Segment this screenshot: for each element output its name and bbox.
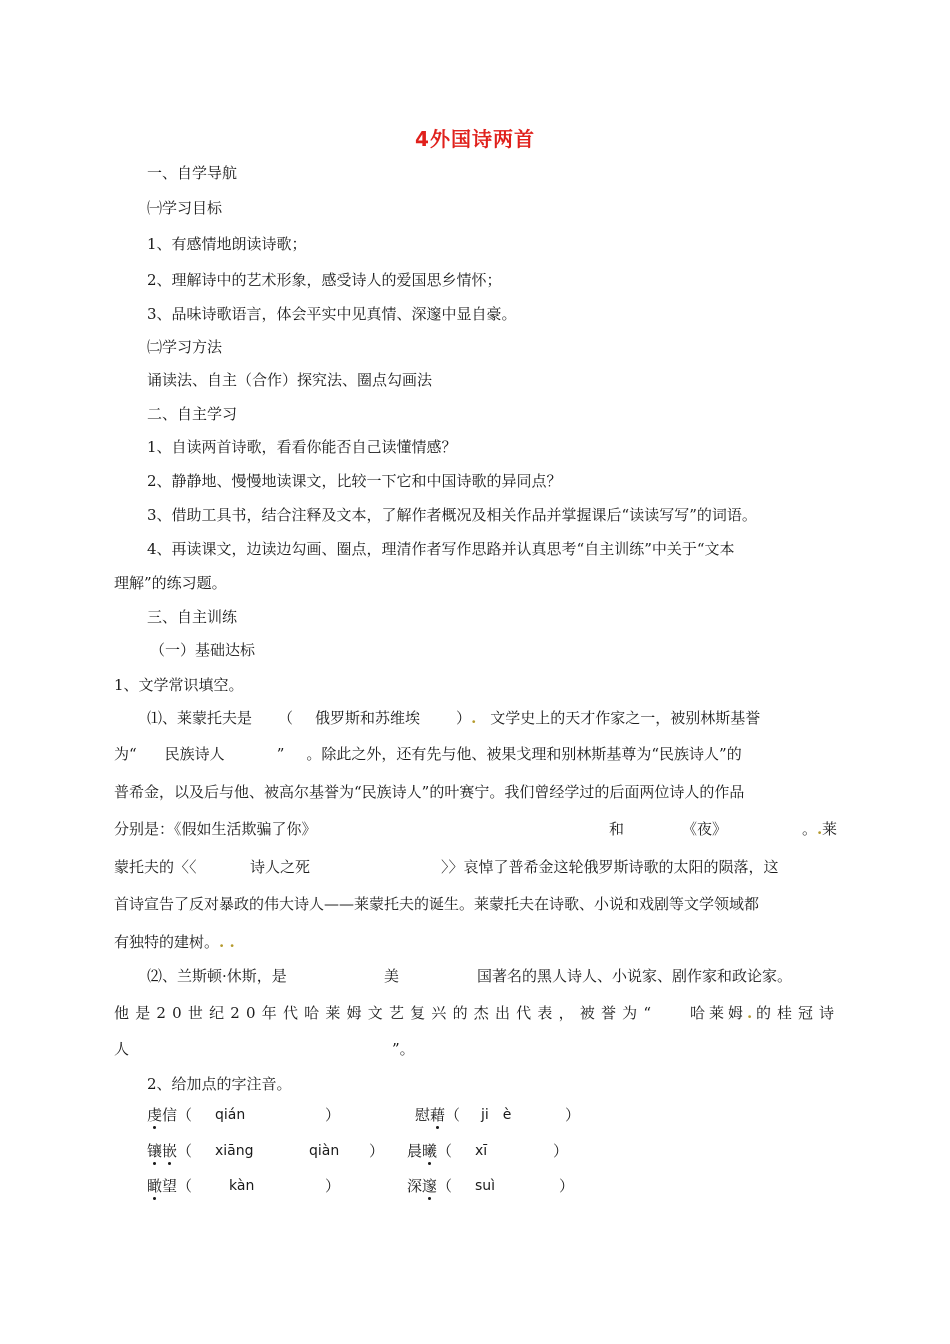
q1-p1-text-e3: 〉〉哀悼了普希金这轮俄罗斯诗歌的太阳的陨落，这 xyxy=(441,858,779,876)
goal-item-3: 3、品味诗歌语言，体会平实中见真情、深邃中显自豪。 xyxy=(147,305,517,323)
q1-p1-answer-title: 民族诗人 xyxy=(164,745,225,763)
section-heading-self-training: 三、自主训练 xyxy=(147,608,238,626)
q1-p1-text-cont: 文学史上的天才作家之一，被别林斯基誉 xyxy=(490,709,761,727)
word-char: 深 xyxy=(407,1177,423,1195)
dotted-char: 藉 xyxy=(430,1106,446,1124)
subheading-learning-methods: ㈡学习方法 xyxy=(147,338,223,356)
paren-close: ） xyxy=(369,1142,385,1160)
q1-p2-line-2 xyxy=(114,1003,841,1023)
q1-p1-text-e1: 蒙托夫的〈〈 xyxy=(114,858,197,876)
page-title: 4外国诗两首 xyxy=(415,127,535,151)
paren-open: （ xyxy=(437,1142,453,1160)
q1-p1-line-7 xyxy=(114,932,235,952)
task-item-2: 2、静静地、慢慢地读课文，比较一下它和中国诗歌的异同点？ xyxy=(147,472,562,490)
pinyin-row-1 xyxy=(147,1105,837,1125)
q1-p1-answer-poem-2: 《夜》 xyxy=(682,820,728,838)
q1-p1-mark-2: . xyxy=(817,820,823,838)
q1-p2-text-b4: 的桂冠诗 xyxy=(756,1004,841,1022)
task-item-4-line-1: 4、再读课文，边读边勾画、圈点，理清作者写作思路并认真思考“自主训练”中关于“文本 xyxy=(147,540,735,558)
pinyin-answer: ji è xyxy=(481,1107,512,1123)
q1-p1-bracket-open: （ xyxy=(278,709,294,727)
methods-text: 诵读法、自主（合作）探究法、圈点勾画法 xyxy=(147,371,433,389)
q1-p2-line-3 xyxy=(114,1039,836,1059)
paren-open: （ xyxy=(445,1106,461,1124)
dotted-char: 镶 xyxy=(147,1142,163,1160)
q1-p2-text-b: 他是20世纪20年代哈莱姆文艺复兴的杰出代表，被誉为“ xyxy=(114,1004,658,1022)
q1-p1-text-b: 。除此之外，还有先与他、被果戈理和别林斯基尊为“民族诗人”的 xyxy=(306,745,742,763)
q1-p1-line-6: 首诗宣告了反对暴政的伟大诗人——莱蒙托夫的诞生。莱蒙托夫在诗歌、小说和戏剧等文学领域都 xyxy=(114,895,760,913)
word-rest: 望（ xyxy=(162,1177,193,1195)
pinyin-answer: xiāng xyxy=(215,1143,254,1159)
dotted-char: 邃 xyxy=(422,1177,438,1195)
q1-p1-quote-open: 为“ xyxy=(114,745,137,763)
dotted-char: 嵌 xyxy=(162,1142,178,1160)
q1-p2-text-c1: 人 xyxy=(114,1040,130,1058)
question-2-heading: 2、给加点的字注音。 xyxy=(147,1075,292,1093)
word-char: 晨 xyxy=(407,1142,423,1160)
pinyin-answer: xī xyxy=(475,1143,488,1159)
paren-close: ） xyxy=(559,1177,575,1195)
word-char: 慰 xyxy=(415,1106,431,1124)
pinyin-row-3 xyxy=(147,1176,837,1196)
q1-p1-line-4 xyxy=(114,819,836,839)
pinyin-answer: suì xyxy=(475,1178,496,1194)
paren-open: （ xyxy=(177,1142,193,1160)
q1-p1-period: 。 xyxy=(802,820,818,838)
q1-p2-text-cont: 国著名的黑人诗人、小说家、剧作家和政论家。 xyxy=(477,967,793,985)
paren-close: ） xyxy=(565,1106,581,1124)
q1-p1-quote-close: ” xyxy=(276,745,285,763)
q1-p2-mark: . xyxy=(747,1004,753,1022)
q1-p2-text: ⑵、兰斯顿·休斯，是 xyxy=(147,967,287,985)
q1-p1-text-lai: 莱 xyxy=(822,820,838,838)
paren-close: ） xyxy=(325,1177,341,1195)
task-item-1: 1、自读两首诗歌，看看你能否自己读懂情感？ xyxy=(147,438,457,456)
paren-close: ） xyxy=(553,1142,569,1160)
pinyin-answer: kàn xyxy=(229,1178,255,1194)
q1-p2-quote-close: ”。 xyxy=(392,1040,415,1058)
goal-item-2: 2、理解诗中的艺术形象，感受诗人的爱国思乡情怀； xyxy=(147,271,502,289)
task-item-3: 3、借助工具书，结合注释及文本，了解作者概况及相关作品并掌握课后“读读写写”的词语。 xyxy=(147,506,757,524)
word-2 xyxy=(415,1105,460,1125)
subheading-learning-goals: ㈠学习目标 xyxy=(147,199,223,217)
subheading-basic-targets: （一）基础达标 xyxy=(150,641,256,659)
section-heading-self-study-guide: 一、自学导航 xyxy=(147,164,238,182)
q1-p1-line-5 xyxy=(114,857,836,877)
q1-p1-answer-poem-1: 分别是：《假如生活欺骗了你》 xyxy=(114,820,317,838)
q1-p2-answer-country: 美 xyxy=(384,967,400,985)
q1-p2-line-1 xyxy=(147,966,837,986)
question-1-heading: 1、文学常识填空。 xyxy=(114,676,244,694)
section-heading-self-learning: 二、自主学习 xyxy=(147,405,238,423)
task-item-4-line-2: 理解”的练习题。 xyxy=(114,574,227,592)
q1-p1-line-2 xyxy=(114,744,742,764)
word-2 xyxy=(407,1141,452,1161)
pinyin-answer-2: qiàn xyxy=(309,1143,340,1159)
goal-item-1: 1、有感情地朗读诗歌； xyxy=(147,235,307,253)
pinyin-answer: qián xyxy=(215,1107,246,1123)
dotted-char: 曦 xyxy=(422,1142,438,1160)
paren-open: （ xyxy=(437,1177,453,1195)
q1-p1-mark: . xyxy=(471,709,477,727)
q1-p1-text: ⑴、莱蒙托夫是 xyxy=(147,709,253,727)
q1-p1-answer-poem-3: 诗人之死 xyxy=(250,858,311,876)
pinyin-row-2 xyxy=(147,1141,837,1161)
q1-p1-line-1 xyxy=(147,708,760,728)
paren-close: ） xyxy=(325,1106,341,1124)
dotted-char: 瞰 xyxy=(147,1177,163,1195)
q1-p1-mark-3: . . xyxy=(219,933,235,951)
q1-p1-answer-country: 俄罗斯和苏维埃 xyxy=(315,709,421,727)
word-rest: 信（ xyxy=(162,1106,193,1124)
q1-p1-and: 和 xyxy=(609,820,625,838)
dotted-char: 虔 xyxy=(147,1106,163,1124)
q1-p1-line-3: 普希金，以及后与他、被高尔基誉为“民族诗人”的叶赛宁。我们曾经学过的后面两位诗人的作品 xyxy=(114,783,745,801)
q1-p1-text-g: 有独特的建树。 xyxy=(114,933,220,951)
word-2 xyxy=(407,1176,452,1196)
q1-p2-answer-title: 哈莱姆 xyxy=(690,1004,748,1022)
q1-p1-bracket-close: ） xyxy=(456,709,472,727)
